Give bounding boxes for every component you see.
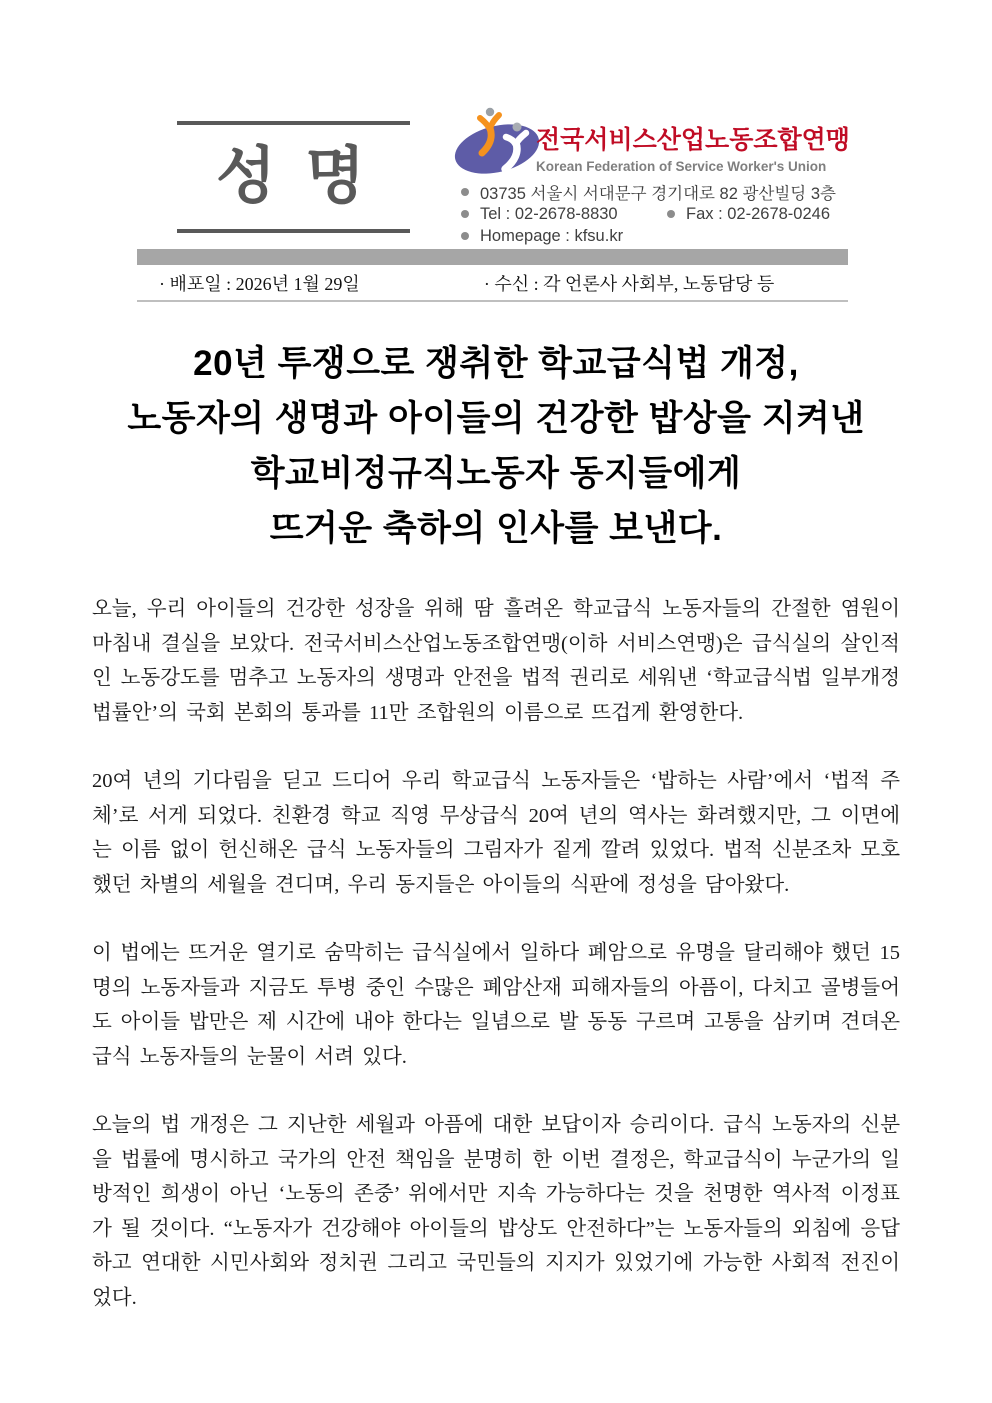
headline [0, 336, 992, 556]
headline-line-2: 노동자의 생명과 아이들의 건강한 밥상을 지켜낸 [127, 399, 865, 438]
union-logo-icon [452, 104, 547, 182]
org-address: 03735 서울시 서대문구 경기대로 82 광산빌딩 3층 [480, 185, 836, 203]
union-logo [452, 104, 547, 182]
release-date: · 배포일 : 2026년 1월 29일 [159, 273, 360, 294]
bullet-icon [667, 210, 675, 218]
paragraph-2: 20여 년의 기다림을 딛고 드디어 우리 학교급식 노동자들은 ‘밥하는 사람’에서 ‘법적 주체’로 서게 되었다. 친환경 학교 직영 무상급식 20여 년의 역사는 화려했지만, 그 이면에는 이름 없이 헌신해온 급식 노동자들의 그림자가 짙게 깔려 있었다. 법적 신분조차 모호했던 차별의 세월을 견디며, 우리 동지들은 아이들의 식판에 정성을 담아왔다. [92, 770, 900, 896]
contact-info [461, 181, 881, 247]
meta-row [137, 265, 848, 302]
article-body [92, 592, 900, 1349]
org-fax: Fax : 02-2678-0246 [686, 204, 831, 223]
recipient: · 수신 : 각 언론사 사회부, 노동담당 등 [483, 273, 775, 294]
address-row [461, 181, 881, 203]
bullet-icon [461, 232, 469, 240]
org-tel: Tel : 02-2678-8830 [480, 204, 618, 223]
divider-bar [137, 249, 848, 265]
paragraph-3: 이 법에는 뜨거운 열기로 숨막히는 급식실에서 일하다 폐암으로 유명을 달리해야 했던 15명의 노동자들과 지금도 투병 중인 수많은 폐암산재 피해자들의 아픔이, 다치고 골병들어도 아이들 밥만은 제 시간에 내야 한다는 일념으로 발 동동 구르며 고통을 삼키며 견뎌온 급식 노동자들의 눈물이 서려 있다. [92, 942, 900, 1068]
org-homepage: Homepage : kfsu.kr [480, 226, 624, 245]
paragraph-4: 오늘의 법 개정은 그 지난한 세월과 아픔에 대한 보답이자 승리이다. 급식 노동자의 신분을 법률에 명시하고 국가의 안전 책임을 분명히 한 이번 결정은, 학교급식이 누군가의 일방적인 희생이 아닌 ‘노동의 존중’ 위에서만 지속 가능하다는 것을 천명한 역사적 이정표가 될 것이다. “노동자가 건강해야 아이들의 밥상도 안전하다”는 노동자들의 외침에 응답하고 연대한 시민사회와 정치권 그리고 국민들의 지지가 있었기에 가능한 사회적 전진이었다. [92, 1114, 900, 1309]
statement-title-box [177, 121, 410, 233]
headline-line-3: 학교비정규직노동자 동지들에게 [250, 454, 742, 493]
statement-label: 성 명 [215, 142, 371, 211]
homepage-row [461, 225, 881, 247]
bullet-icon [461, 210, 469, 218]
paragraph-1: 오늘, 우리 아이들의 건강한 성장을 위해 땀 흘려온 학교급식 노동자들의 간절한 염원이 마침내 결실을 보았다. 전국서비스산업노동조합연맹(이하 서비스연맹)은 급식실의 살인적인 노동강도를 멈추고 노동자의 생명과 안전을 법적 권리로 세워낸 ‘학교급식법 일부개정법률안’의 국회 본회의 통과를 11만 조합원의 이름으로 뜨겁게 환영한다. [92, 598, 900, 724]
headline-line-4: 뜨거운 축하의 인사를 보낸다. [269, 509, 723, 548]
org-name-english: Korean Federation of Service Worker's Union [536, 159, 827, 174]
org-name-korean: 전국서비스산업노동조합연맹 [536, 126, 850, 154]
tel-fax-row [461, 203, 881, 225]
bullet-icon [461, 188, 469, 196]
headline-line-1: 20년 투쟁으로 쟁취한 학교급식법 개정, [193, 344, 799, 383]
org-name-block [536, 120, 866, 174]
